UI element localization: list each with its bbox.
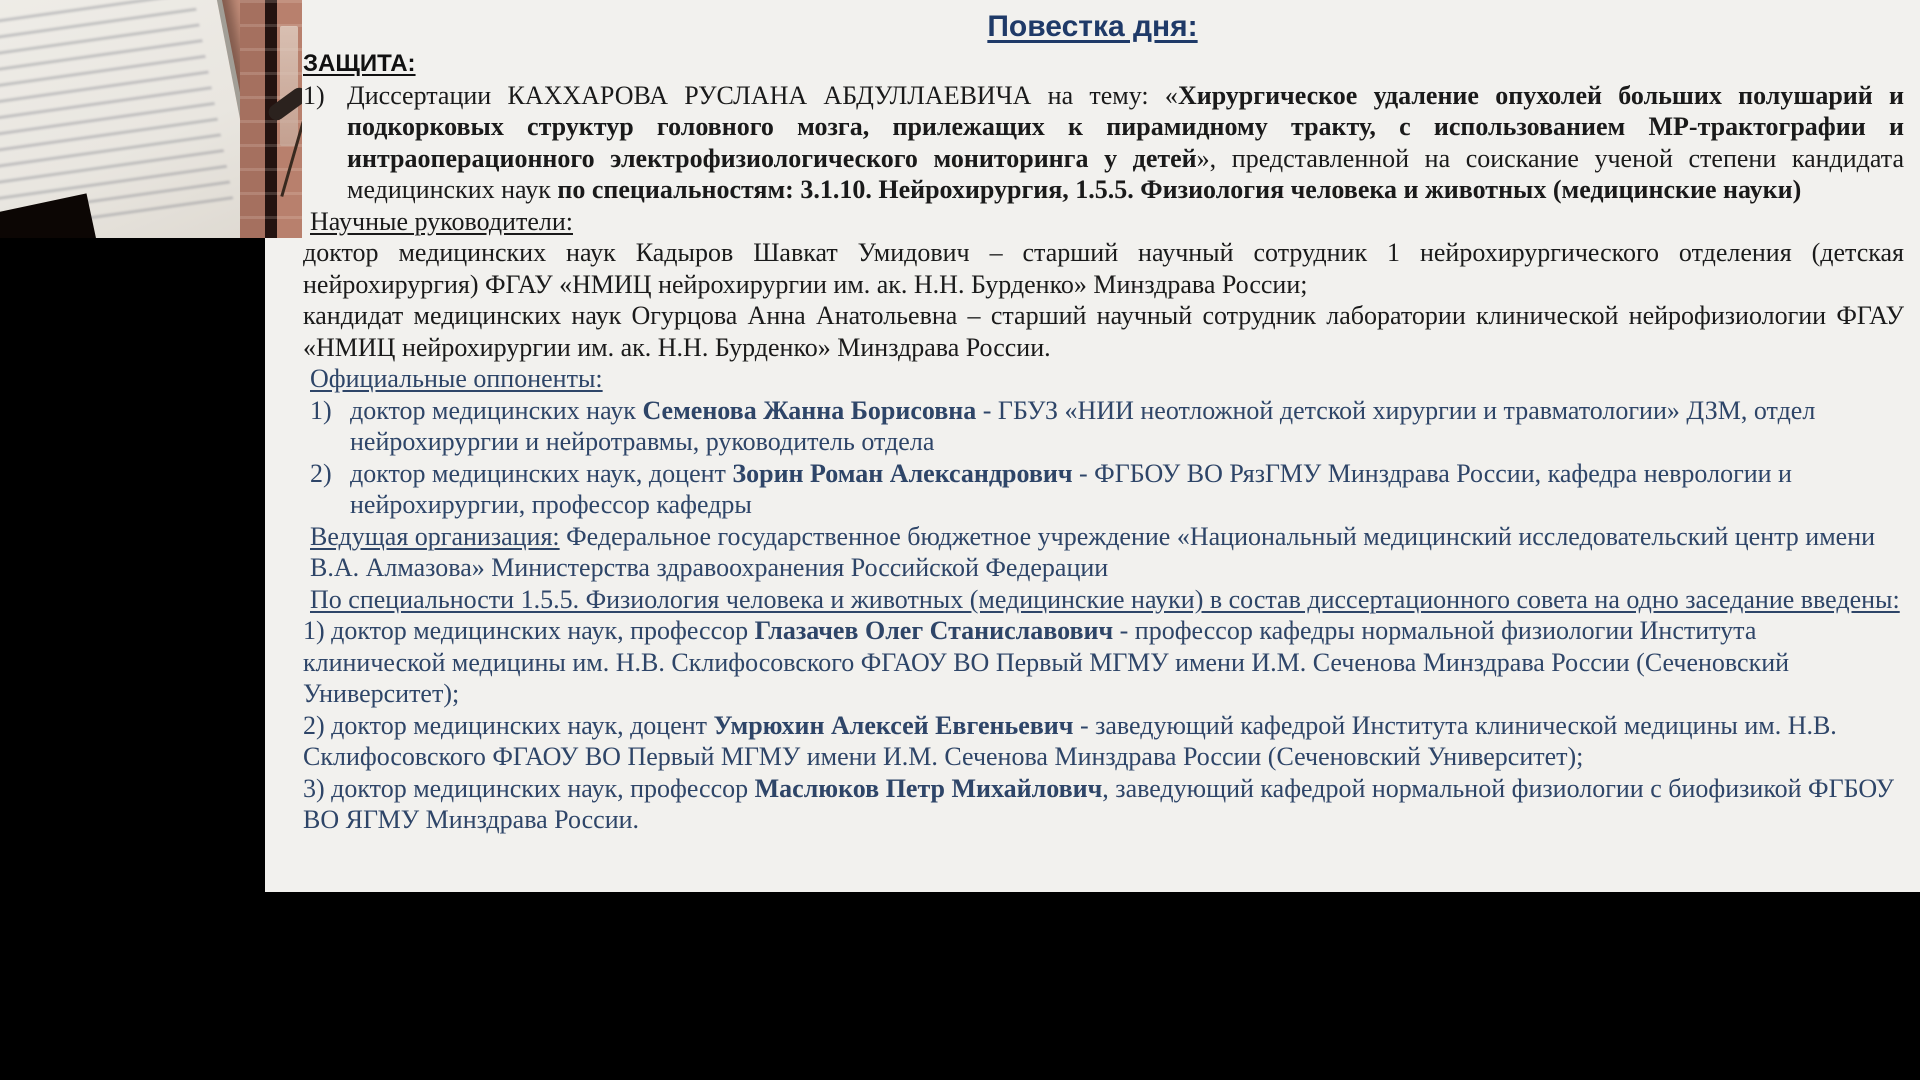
door-glass-pane [280, 26, 298, 146]
text-segment: - заведующий кафедрой Института клинической медицины им. Н.В. Склифосовского ФГАОУ ВО Первый МГМУ имени И.М. Сеченова Минздрава России (Сеченовский Университет); [303, 710, 1837, 771]
supervisor-1: доктор медицинских наук Кадыров Шавкат Умидович – старший научный сотрудник 1 нейрохирургического отделения (детская нейрохирургия) ФГАУ «НМИЦ нейрохирургии им. ак. Н.Н. Бурденко» Минздрава России; [303, 238, 1904, 299]
text-segment: Диссертации КАХХАРОВА РУСЛАНА АБДУЛЛАЕВИЧА на тему: « [347, 80, 1178, 110]
door [240, 0, 302, 238]
blurred-slide-text [0, 0, 233, 234]
page-title: Повестка дня: [987, 10, 1198, 43]
text-segment: », представленной на соискание ученой степени кандидата медицинских наук [347, 143, 1904, 204]
list-number: 1) [303, 80, 325, 110]
introduced-member-2 [303, 710, 1904, 773]
defense-heading: ЗАЩИТА: [303, 50, 416, 77]
introduced-member-3 [303, 773, 1904, 836]
text-segment: - ГБУЗ «НИИ неотложной детской хирургии и травматологии» ДЗМ, отдел нейрохирургии и нейротравмы, руководитель отдела [350, 395, 1816, 456]
text-segment: - ФГБОУ ВО РязГМУ Минздрава России, кафедра неврологии и нейрохирургии, профессор кафедры [350, 458, 1792, 519]
specialties: по специальностям: 3.1.10. Нейрохирургия, 1.5.5. Физиология человека и животных (медицинские науки) [557, 175, 1802, 204]
list-number: 1) [310, 395, 332, 425]
list-number: 2) [310, 458, 332, 488]
text-segment: 1) доктор медицинских наук, профессор [303, 616, 755, 645]
opponent-name: Зорин Роман Александрович [732, 458, 1073, 488]
text-segment: доктор медицинских наук, доцент [350, 458, 733, 488]
opponent-1 [303, 395, 1904, 458]
text-segment: , заведующий кафедрой нормальной физиологии с биофизикой ФГБОУ ВО ЯГМУ Минздрава России. [303, 773, 1895, 834]
text-segment: 2) доктор медицинских наук, доцент [303, 710, 714, 740]
supervisor-2: кандидат медицинских наук Огурцова Анна Анатольевна – старший научный сотрудник лаборатории клинической нейрофизиологии ФГАУ «НМИЦ нейрохирургии им. ак. Н.Н. Бурденко» Минздрава России. [303, 301, 1904, 362]
opponents-heading: Официальные оппоненты: [310, 364, 603, 393]
text-segment: 3) доктор медицинских наук, профессор [303, 773, 755, 803]
lead-organization-label: Ведущая организация: [310, 521, 560, 551]
dissertation-topic: Хирургическое удаление опухолей больших полушарий и подкорковых структур головного мозга, прилежащих к пирамидному тракту, с использованием МР-трактографии и интраоперационного электрофизиологического мониторинга у детей [347, 80, 1905, 173]
member-name: Умрюхин Алексей Евгеньевич [713, 710, 1074, 740]
lead-organization-text: Федеральное государственное бюджетное учреждение «Национальный медицинский исследовательский центр имени В.А. Алмазова» Министерства здравоохранения Российской Федерации [310, 521, 1876, 582]
opponent-2 [303, 458, 1904, 521]
dissertation-item [303, 80, 1904, 206]
webcam-view [0, 0, 302, 238]
introduced-member-1 [303, 615, 1904, 710]
opponent-name: Семенова Жанна Борисовна [642, 395, 977, 425]
specialty-note: По специальности 1.5.5. Физиология человека и животных (медицинские науки) в состав диссертационного совета на одно заседание введены: [310, 584, 1900, 614]
slide-content [265, 46, 1920, 836]
lead-organization [303, 521, 1904, 584]
opponent-2-text [350, 458, 1904, 521]
dissertation-text [347, 80, 1904, 206]
supervisors-heading: Научные руководители: [310, 206, 573, 236]
text-segment: - профессор кафедры нормальной физиологии Института клинической медицины им. Н.В. Склифосовского ФГАОУ ВО Первый МГМУ имени И.М. Сеченова Минздрава России (Сеченовский Университет); [303, 616, 1790, 708]
member-name: Маслюков Петр Михайлович [754, 773, 1103, 803]
text-segment: доктор медицинских наук [350, 395, 643, 425]
opponent-1-text [350, 395, 1904, 458]
presentation-slide [265, 0, 1920, 892]
member-name: Глазачев Олег Станиславович [754, 616, 1114, 645]
